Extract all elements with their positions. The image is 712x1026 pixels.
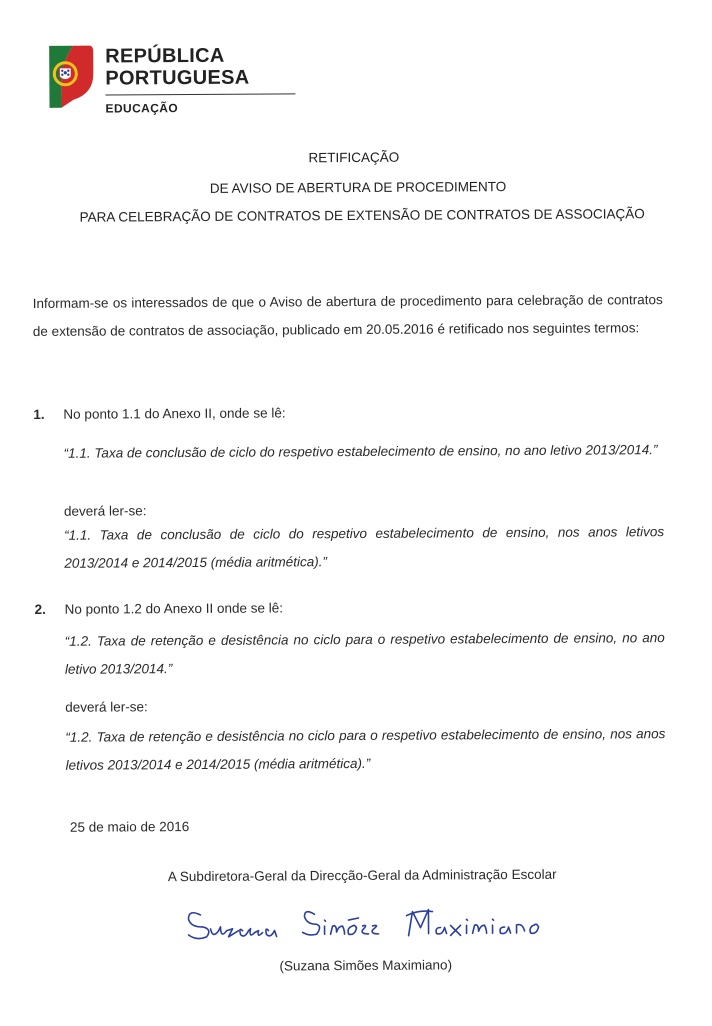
title-line-2: DE AVISO DE ABERTURA DE PROCEDIMENTO bbox=[209, 179, 507, 196]
logo-wordmark bbox=[105, 45, 249, 90]
logo-divider bbox=[105, 93, 295, 95]
ministry-label: EDUCAÇÃO bbox=[105, 101, 179, 116]
item-lead: No ponto 1.1 do Anexo II, onde se lê: bbox=[63, 405, 286, 422]
intro-paragraph: Informam-se os interessados de que o Aviso de abertura de procedimento para celebração de contratos de extensão de contratos de associação, publicado em 20.05.2016 é retificado nos seguintes termos: bbox=[32, 292, 663, 339]
handwritten-signature bbox=[182, 897, 572, 947]
document-date: 25 de maio de 2016 bbox=[69, 819, 190, 835]
signatory-role: A Subdiretora-Geral da Direcção-Geral da Administração Escolar bbox=[167, 866, 557, 885]
republica-portuguesa-logo bbox=[43, 43, 263, 124]
should-read-label: deverá ler-se: bbox=[63, 503, 147, 519]
item-number: 2. bbox=[34, 601, 46, 617]
title-line-1: RETIFICAÇÃO bbox=[308, 149, 400, 166]
original-text-quote: “1.1. Taxa de conclusão de ciclo do respetivo estabelecimento de ensino, no ano letivo 2013/2014.” bbox=[63, 442, 658, 461]
coat-of-arms-icon bbox=[43, 44, 95, 110]
title-line-3: PARA CELEBRAÇÃO DE CONTRATOS DE EXTENSÃO DE CONTRATOS DE ASSOCIAÇÃO bbox=[79, 206, 645, 225]
item-number: 1. bbox=[33, 406, 45, 422]
logo-line-portuguesa: PORTUGUESA bbox=[105, 66, 250, 90]
corrected-text-quote: “1.2. Taxa de retenção e desistência no ciclo para o respetivo estabelecimento de ensino, nos anos letivos 2013/2014 e 2014/2015 (média aritmética).” bbox=[65, 726, 666, 773]
corrected-text-quote: “1.1. Taxa de conclusão de ciclo do respetivo estabelecimento de ensino, nos anos letivos 2013/2014 e 2014/2015 (média aritmética).” bbox=[64, 524, 665, 571]
list-item bbox=[34, 598, 665, 617]
should-read-label: deverá ler-se: bbox=[65, 699, 148, 715]
logo-line-republica: REPÚBLICA bbox=[105, 44, 225, 68]
original-text-quote: “1.2. Taxa de retenção e desistência no ciclo para o respetivo estabelecimento de ensino, no ano letivo 2013/2014.” bbox=[64, 630, 665, 677]
list-item bbox=[33, 403, 663, 422]
item-lead: No ponto 1.2 do Anexo II onde se lê: bbox=[64, 600, 284, 617]
signatory-name: (Suzana Simões Maximiano) bbox=[279, 957, 453, 974]
